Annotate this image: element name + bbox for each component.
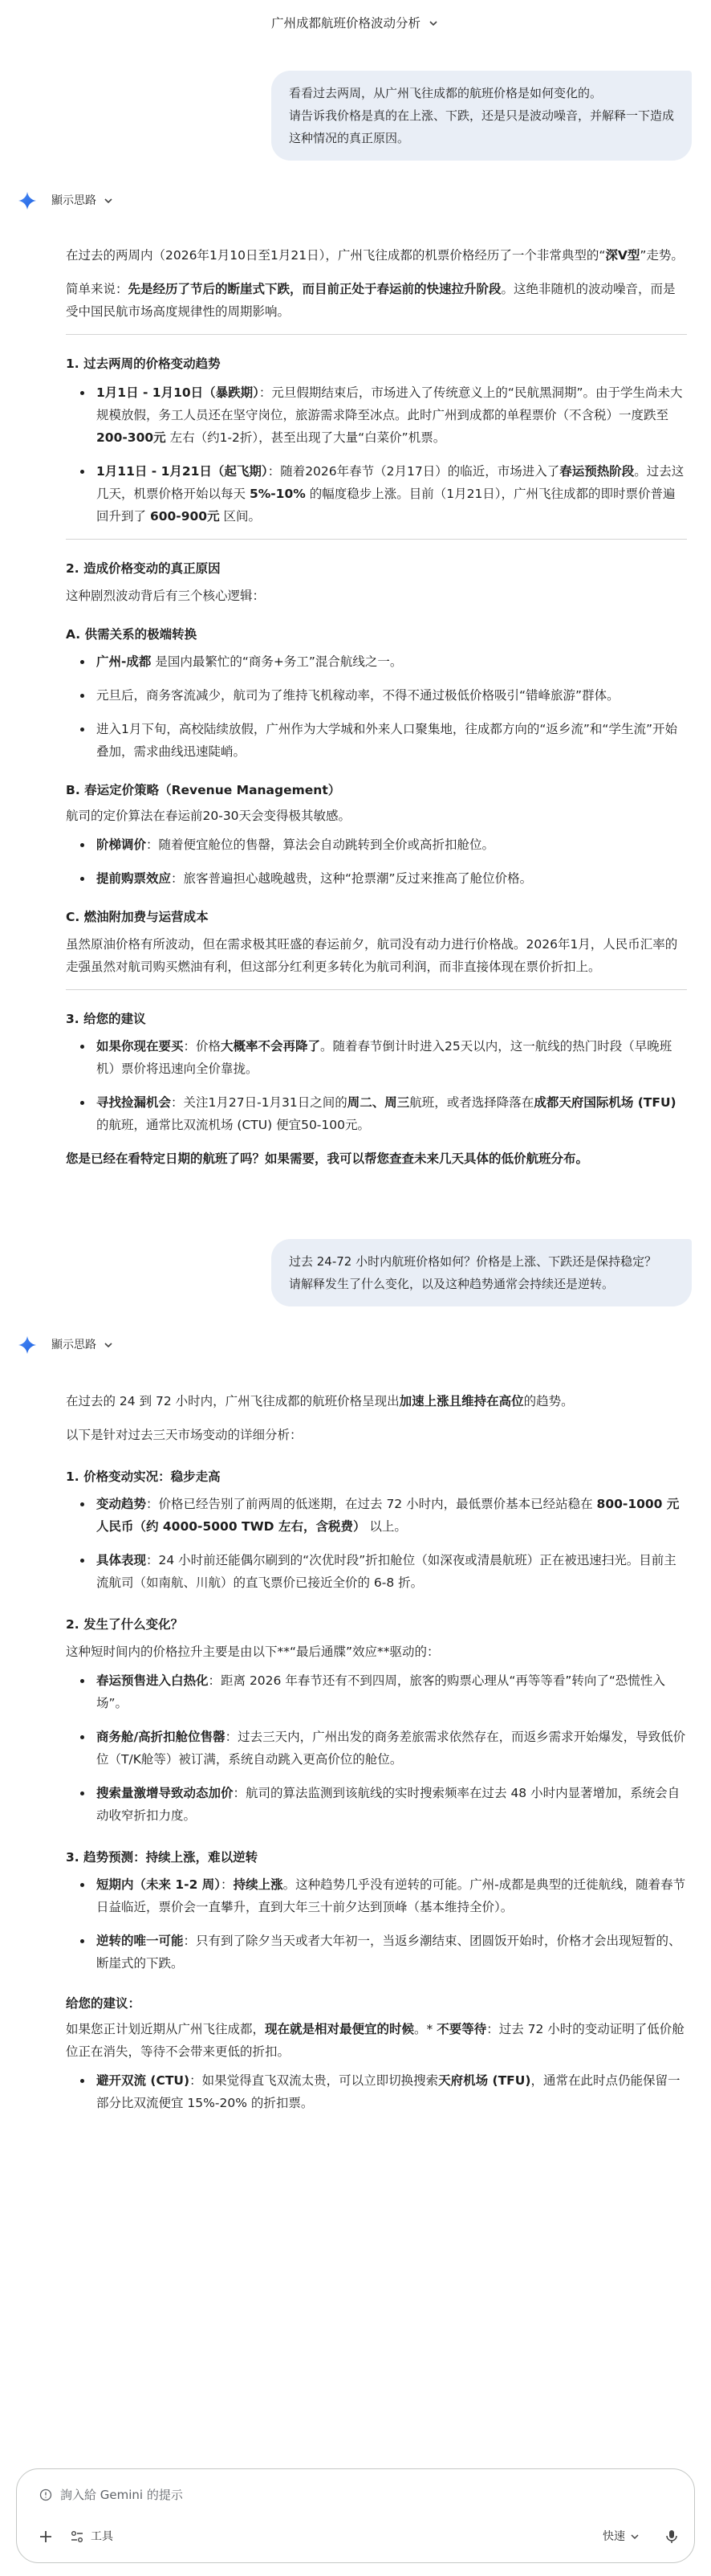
chat-header	[0, 0, 711, 47]
response-header	[0, 1329, 711, 1361]
divider	[66, 334, 687, 335]
section-heading: 1. 过去两周的价格变动趋势	[66, 357, 221, 371]
subsection-heading: A. 供需关系的极端转换	[66, 627, 197, 642]
list-item: 广州-成都 是国内最繁忙的“商务+务工”混合航线之一。	[66, 650, 687, 673]
list-item: 短期内（未来 1-2 周）：持续上涨。这种趋势几乎没有逆转的可能。广州-成都是典型的迁徙航线，随着春节日益临近，票价会一直攀升，直到大年三十前夕达到顶峰（基本维持全价）。	[66, 1873, 687, 1918]
user-text: 请解释发生了什么变化，以及这种趋势通常会持续还是逆转。	[289, 1277, 615, 1291]
prompt-placeholder-row	[39, 2484, 183, 2506]
list-item: 如果你现在要买：价格大概率不会再降了。随着春节倒计时进入25天以内，这一航线的热门时段（早晚班机）票价将迅速向全价靠拢。	[66, 1035, 687, 1080]
bullet-list	[66, 1493, 687, 1594]
bullet-list	[66, 834, 687, 890]
chevron-down-icon	[630, 2532, 640, 2541]
bullet-list	[66, 1873, 687, 1975]
show-thinking-label: 顯示思路	[51, 1339, 96, 1351]
model-mode-label: 快速	[603, 2530, 625, 2543]
prompt-actions	[31, 2522, 680, 2551]
paragraph: 如果您正计划近期从广州飞往成都，现在就是相对最便宜的时候。* 不要等待：过去 72 小时的变动证明了低价舱位正在消失，等待不会带来更低的折扣。	[66, 2022, 685, 2059]
tools-button[interactable]	[70, 2525, 113, 2548]
list-item: 1月11日 - 1月21日（起飞期）：随着2026年春节（2月17日）的临近，市场进入了春运预热阶段。过去这几天，机票价格开始以每天 5%-10% 的幅度稳步上涨。目前（1月21日），广州飞往成都的即时票价普遍回升到了 600-900元 区间。	[66, 460, 687, 528]
paragraph: 在过去的两周内（2026年1月10日至1月21日），广州飞往成都的机票价格经历了一个非常典型的“深V型”走势。	[66, 248, 684, 263]
gemini-spark-icon	[18, 1335, 37, 1355]
tools-icon	[70, 2529, 84, 2544]
user-text: 请告诉我价格是真的在上涨、下跌，还是只是波动噪音，并解释一下造成这种情况的真正原因。	[289, 108, 675, 145]
chevron-down-icon	[103, 1339, 114, 1351]
divider	[66, 539, 687, 540]
model-response	[0, 1390, 711, 2114]
list-item: 商务舱/高折扣舱位售罄：过去三天内，广州出发的商务差旅需求依然存在，而返乡需求开始爆发，导致低价位（T/K舱等）被订满，系统自动跳入更高价位的舱位。	[66, 1726, 687, 1771]
chevron-down-icon[interactable]	[427, 17, 440, 30]
list-item: 1月1日 - 1月10日（暴跌期）：元旦假期结束后，市场进入了传统意义上的“民航黑洞期”。由于学生尚未大规模放假，务工人员还在坚守岗位，旅游需求降至冰点。此时广州到成都的单程票价（不含税）一度跌至 200-300元 左右（约1-2折），甚至出现了大量“白菜价”机票。	[66, 381, 687, 449]
section-heading: 2. 造成价格变动的真正原因	[66, 561, 221, 576]
conversation	[0, 47, 711, 2114]
user-text: 过去 24-72 小时内航班价格如何？价格是上涨、下跌还是保持稳定？	[289, 1254, 657, 1269]
show-thinking-toggle[interactable]	[51, 190, 114, 212]
bullet-list	[66, 1035, 687, 1136]
tools-label: 工具	[91, 2530, 113, 2543]
model-response	[0, 244, 711, 1170]
bullet-list	[66, 2069, 687, 2114]
closing-question: 您是已经在看特定日期的航班了吗？如果需要，我可以帮您查查未来几天具体的低价航班分布。	[66, 1151, 589, 1166]
add-button[interactable]	[31, 2522, 60, 2551]
user-message	[0, 1239, 711, 1306]
gemini-spark-icon	[18, 191, 37, 210]
list-item: 搜索量激增导致动态加价：航司的算法监测到该航线的实时搜索频率在过去 48 小时内显著增加，系统会自动收窄折扣力度。	[66, 1782, 687, 1827]
prompt-input[interactable]	[16, 2468, 695, 2563]
user-message	[0, 71, 711, 161]
advice-heading: 给您的建议：	[66, 1996, 141, 2011]
show-thinking-toggle[interactable]	[51, 1334, 114, 1356]
user-text: 看看过去两周，从广州飞往成都的航班价格是如何变化的。	[289, 86, 603, 100]
response-header	[0, 185, 711, 217]
model-mode-selector[interactable]	[603, 2525, 640, 2548]
user-bubble	[271, 1239, 692, 1306]
list-item: 避开双流 (CTU)：如果觉得直飞双流太贵，可以立即切换搜索天府机场 (TFU)，通常在此时点仍能保留一部分比双流便宜 15%-20% 的折扣票。	[66, 2069, 687, 2114]
paragraph: 在过去的 24 到 72 小时内，广州飞往成都的航班价格呈现出加速上涨且维持在高位的趋势。	[66, 1394, 574, 1408]
lock-icon	[39, 2488, 52, 2501]
list-item: 进入1月下旬，高校陆续放假，广州作为大学城和外来人口聚集地，往成都方向的“返乡流”和“学生流”开始叠加，需求曲线迅速陡峭。	[66, 718, 687, 763]
list-item: 寻找捡漏机会：关注1月27日-1月31日之间的周二、周三航班，或者选择降落在成都天府国际机场 (TFU) 的航班，通常比双流机场 (CTU) 便宜50-100元。	[66, 1091, 687, 1136]
list-item: 春运预售进入白热化：距离 2026 年春节还有不到四周，旅客的购票心理从“再等等看”转向了“恐慌性入场”。	[66, 1669, 687, 1714]
paragraph: 以下是针对过去三天市场变动的详细分析：	[66, 1428, 303, 1442]
paragraph: 虽然原油价格有所波动，但在需求极其旺盛的春运前夕，航司没有动力进行价格战。2026年1月，人民币汇率的走强虽然对航司购买燃油有利，但这部分红利更多转化为航司利润，而非直接体现在票价折扣上。	[66, 937, 678, 974]
list-item: 元旦后，商务客流减少，航司为了维持飞机稼动率，不得不通过极低价格吸引“错峰旅游”群体。	[66, 684, 687, 707]
user-bubble	[271, 71, 692, 161]
bullet-list	[66, 650, 687, 763]
prompt-area	[0, 2456, 711, 2576]
section-heading: 1. 价格变动实况：稳步走高	[66, 1469, 221, 1484]
paragraph: 简单来说：先是经历了节后的断崖式下跌，而目前正处于春运前的快速拉升阶段。这绝非随机的波动噪音，而是受中国民航市场高度规律性的周期影响。	[66, 282, 676, 319]
prompt-placeholder: 詢入給 Gemini 的提示	[60, 2488, 183, 2502]
section-heading: 2. 发生了什么变化？	[66, 1617, 184, 1632]
list-item: 具体表现：24 小时前还能偶尔刷到的“次优时段”折扣舱位（如深夜或清晨航班）正在被迅速扫光。目前主流航司（如南航、川航）的直飞票价已接近全价的 6-8 折。	[66, 1549, 687, 1594]
list-item: 阶梯调价：随着便宜舱位的售罄，算法会自动跳转到全价或高折扣舱位。	[66, 834, 687, 856]
list-item: 提前购票效应：旅客普遍担心越晚越贵，这种“抢票潮”反过来推高了舱位价格。	[66, 867, 687, 890]
paragraph: 这种剧烈波动背后有三个核心逻辑：	[66, 589, 266, 603]
paragraph: 航司的定价算法在春运前20-30天会变得极其敏感。	[66, 809, 351, 823]
paragraph: 这种短时间内的价格拉升主要是由以下**“最后通牒”效应**驱动的：	[66, 1645, 440, 1659]
list-item: 变动趋势：价格已经告别了前两周的低迷期，在过去 72 小时内，最低票价基本已经站稳在 800-1000 元人民币（约 4000-5000 TWD 左右，含税费） 以上。	[66, 1493, 687, 1538]
show-thinking-label: 顯示思路	[51, 194, 96, 207]
list-item: 逆转的唯一可能：只有到了除夕当天或者大年初一，当返乡潮结束、团圆饭开始时，价格才会出现短暂的、断崖式的下跌。	[66, 1930, 687, 1975]
microphone-icon[interactable]	[664, 2529, 680, 2545]
section-heading: 3. 给您的建议	[66, 1012, 146, 1026]
plus-icon	[38, 2529, 54, 2545]
subsection-heading: C. 燃油附加费与运营成本	[66, 910, 209, 924]
section-heading: 3. 趋势预测：持续上涨，难以逆转	[66, 1850, 258, 1865]
conversation-title[interactable]: 广州成都航班价格波动分析	[270, 16, 421, 31]
subsection-heading: B. 春运定价策略（Revenue Management）	[66, 783, 341, 797]
bullet-list	[66, 1669, 687, 1827]
chevron-down-icon	[103, 195, 114, 206]
bullet-list	[66, 381, 687, 528]
divider	[66, 989, 687, 990]
